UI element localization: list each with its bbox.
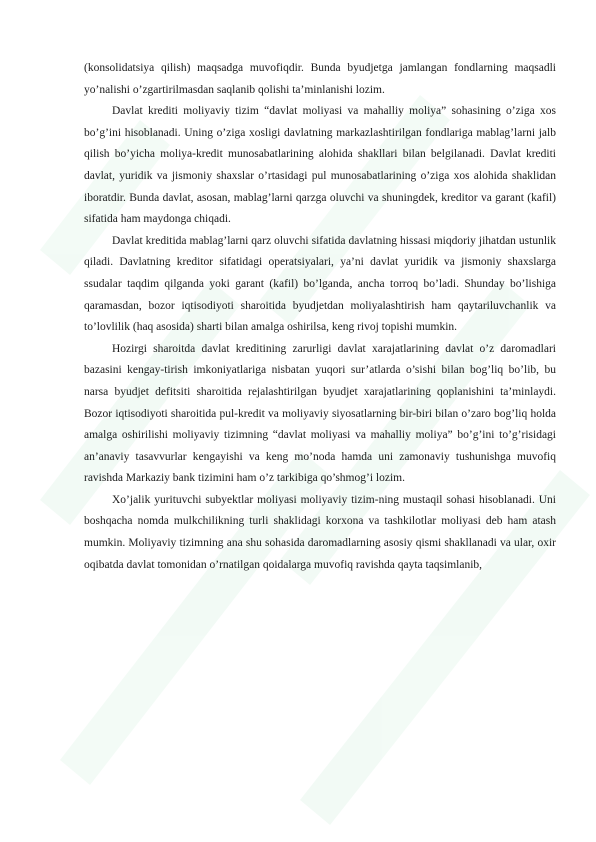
paragraph-credit-role: Davlat kreditida mablag’larni qarz oluvchi sifatida davlatning hissasi miqdoriy jihatdan ustunlik qiladi. Davlatning kreditor sifatidagi operatsiyalari, ya’ni davlat yuridik va jismoniy shaxslarga ssudalar taqdim qilganda yoki garant (kafil) bo’lganda, ancha torroq bo’ladi. Shunday bo’lishiga qaramasdan, bozor iqtisodiyoti sharoitida byudjetdan moliyalashtirish ham qaytariluvchanlik va to’lovlilik (haq asosida) sharti bilan amalga oshirilsa, keng rivoj topishi mumkin. [84,234,556,334]
paragraph-continuation: (konsolidatsiya qilish) maqsadga muvofiqdir. Bunda byudjetga jamlangan fondlarning maqsadli yo’nalishi o’zgartirilmasdan saqlanib qolishi ta’minlanishi lozim. [84,62,556,96]
paragraph-enterprise-finance: Xo’jalik yurituvchi subyektlar moliyasi moliyaviy tizim-ning mustaqil sohasi hisoblanadi. Uni boshqacha nomda mulkchilikning turli shaklidagi korxona va tashkilotlar moliyasi deb ham atash mumkin. Moliyaviy tizimning ana shu sohasida daromadlarning asosiy qismi shakllanadi va ular, oxir oqibatda davlat tomonidan o’rnatilgan qoidalarga muvofiq ravishda qayta taqsimlanib, [84,493,556,571]
paragraph-current-conditions: Hozirgi sharoitda davlat kreditining zarurligi davlat xarajatlarining davlat o’z daromadlari bazasini kengay-tirish imkoniyatlariga nisbatan yuqori sur’atlarda o’sishi bilan bog’liq bo’lib, bu narsa byudjet defitsiti sharoitida rejalashtirilgan byudjet xarajatlarining qoplanishini ta’minlaydi. Bozor iqtisodiyoti sharoitida pul-kredit va moliyaviy siyosatlarning bir-biri bilan o’zaro bog’liq holda amalga oshirilishi moliyaviy tizimning “davlat moliyasi va mahalliy moliya” bo’g’ini to’g’risidagi an’anaviy tasavvurlar kengayishi va keng mo’noda hamda uni zamonaviy tushunishga muvofiq ravishda Markaziy bank tizimini ham o’z tarkibiga qo’shmog’i lozim. [84,342,556,485]
document-body [84,58,556,576]
paragraph-state-credit: Davlat krediti moliyaviy tizim “davlat moliyasi va mahalliy moliya” sohasining o’ziga xos bo’g’ini hisoblanadi. Uning o’ziga xosligi davlatning markazlashtirilgan fondlariga mablag’larni jalb qilish bo’yicha moliya-kredit munosabatlarining alohida shakllari bilan belgilanadi. Davlat krediti davlat, yuridik va jismoniy shaxslar o’rtasidagi pul munosabatlarining o’ziga xos alohida shaklidan iboratdir. Bunda davlat, asosan, mablag’larni qarzga oluvchi va shuningdek, kreditor va garant (kafil) sifatida ham maydonga chiqadi. [84,105,556,226]
